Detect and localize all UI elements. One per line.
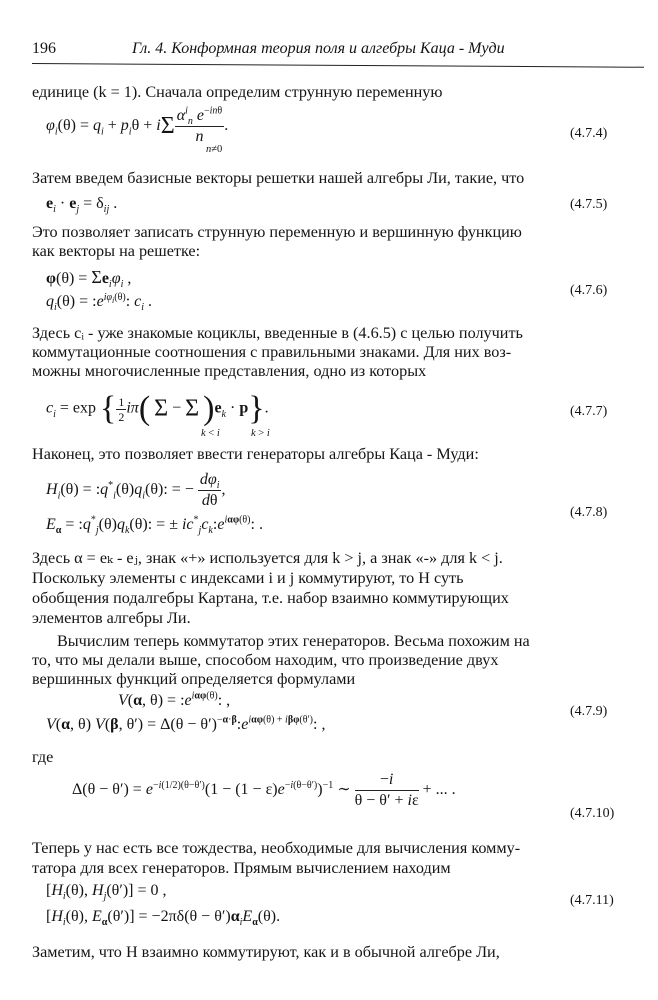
paragraph-line: где xyxy=(32,748,54,766)
equation-delta-function: $\Delta(\theta - \theta') = e^{-i(1/2)(\theta-\theta')}(1 - (1 - \varepsilon)e^{-i(\theta-\theta')})^{-1}$ ∼ $\frac{-i}{\theta - \theta' + i\varepsilon}$ + ... . xyxy=(72,771,456,809)
page-number: 196 xyxy=(32,40,56,57)
equation-root-generator: $E_\alpha$ = $:q^*_j(\theta)q_k(\theta)$: = ± $ic^*_jc_k:e^{i\alpha\varphi(\theta)}$: . xyxy=(46,514,263,537)
paragraph-line: татора для всех генераторов. Прямым вычислением находим xyxy=(32,859,451,877)
equation-cartan-commutator: [$H_i(\theta)$, $H_j(\theta')] = 0$ , xyxy=(46,882,167,903)
equation-vertex-product: V(α, θ) V(β, $\theta') = \Delta(\theta - \theta')^{-\alpha\cdot\beta}:e^{i\alpha\varphi(\theta) + i\beta\varphi(\theta')}$: , xyxy=(46,714,326,733)
paragraph-line: то, что мы делали выше, способом находим, что произведение двух xyxy=(32,651,499,669)
equation-number: (4.7.9) xyxy=(570,704,608,719)
paragraph-line: обобщения подалгебры Картана, т.е. набор взаимно коммутирующих xyxy=(32,589,509,607)
equation-number: (4.7.4) xyxy=(570,126,608,141)
equation-number: (4.7.5) xyxy=(570,197,608,212)
paragraph-line: элементов алгебры Ли. xyxy=(32,609,191,627)
running-title: Гл. 4. Конформная теория поля и алгебры Каца - Муди xyxy=(132,40,505,57)
paragraph-line: Поскольку элементы с индексами i и j коммутируют, то H суть xyxy=(32,569,464,587)
paragraph-line: Это позволяет записать струнную переменную и вершинную функцию xyxy=(32,223,522,241)
paragraph-line: Наконец, это позволяет ввести генераторы алгебры Каца - Муди: xyxy=(32,445,479,463)
equation-root-commutator: [$H_i(\theta)$, $E_\alpha(\theta')] = -2\pi\delta(\theta - \theta')\alpha_iE_\alpha(\theta)$. xyxy=(46,908,281,929)
equation-number: (4.7.6) xyxy=(570,283,608,298)
paragraph-line: вершинных функций определяется формулами xyxy=(32,670,356,688)
equation-vertex-function: $q_i(\theta)$ = $:e^{i\varphi_i(\theta)}$: $c_i$ . xyxy=(46,291,153,314)
paragraph-line: коммутационные соотношения с правильными знаками. Для них воз- xyxy=(32,343,512,361)
paragraph-line: Здесь cᵢ - уже знакомые коциклы, введенные в (4.6.5) с целью получить xyxy=(32,324,523,342)
equation-number: (4.7.10) xyxy=(570,806,615,821)
equation-vertex-operator: V(α, $\theta) = :e^{i\alpha\varphi(\theta)}$: , xyxy=(118,690,231,709)
equation-number: (4.7.11) xyxy=(570,893,614,908)
paragraph-line: Теперь у нас есть все тождества, необходимые для вычисления комму- xyxy=(32,839,521,857)
running-header xyxy=(32,40,632,64)
equation-number: (4.7.7) xyxy=(570,404,608,419)
paragraph-line: Заметим, что H взаимно коммутируют, как и в обычной алгебре Ли, xyxy=(32,943,500,961)
equation-number: (4.7.8) xyxy=(570,505,608,520)
equation-cartan-generator: $H_i(\theta)$ = $:q^*_i(\theta)q_i(\theta)$: = − $\frac{d\varphi_i}{d\theta}$ , xyxy=(46,471,226,509)
equation-cocycle: $c_i = \exp$ { $\frac{1}{2}$ iπ( Σ − Σ )$e_k \cdot p$}. k < i k > i xyxy=(46,390,270,439)
paragraph-line: как векторы на решетке: xyxy=(32,242,201,260)
equation-lattice-vectors: $\varphi(\theta) = \Sigma e_i\varphi_i$ , xyxy=(46,267,132,291)
paragraph-line: можны многочисленные представления, одно из которых xyxy=(32,362,427,380)
paragraph-line: Здесь α = eₖ - eⱼ, знак «+» используется для k > j, а знак «-» для k < j. xyxy=(32,549,503,567)
paragraph-line: единице (k = 1). Сначала определим струнную переменную xyxy=(32,83,443,101)
equation-string-variable: $\varphi_i(\theta) = q_i + p_i\theta + i\Sigma$ $\frac{\alpha^i_n e^{-in\theta}}{n}$ . n≠0 xyxy=(46,105,229,155)
equation-basis-vectors: $e_i \cdot e_j = \delta_{ij}$ . xyxy=(46,195,118,216)
paragraph-line: Вычислим теперь коммутатор этих генераторов. Весьма похожим на xyxy=(57,632,530,650)
paragraph-line: Затем введем базисные векторы решетки нашей алгебры Ли, такие, что xyxy=(32,169,525,187)
